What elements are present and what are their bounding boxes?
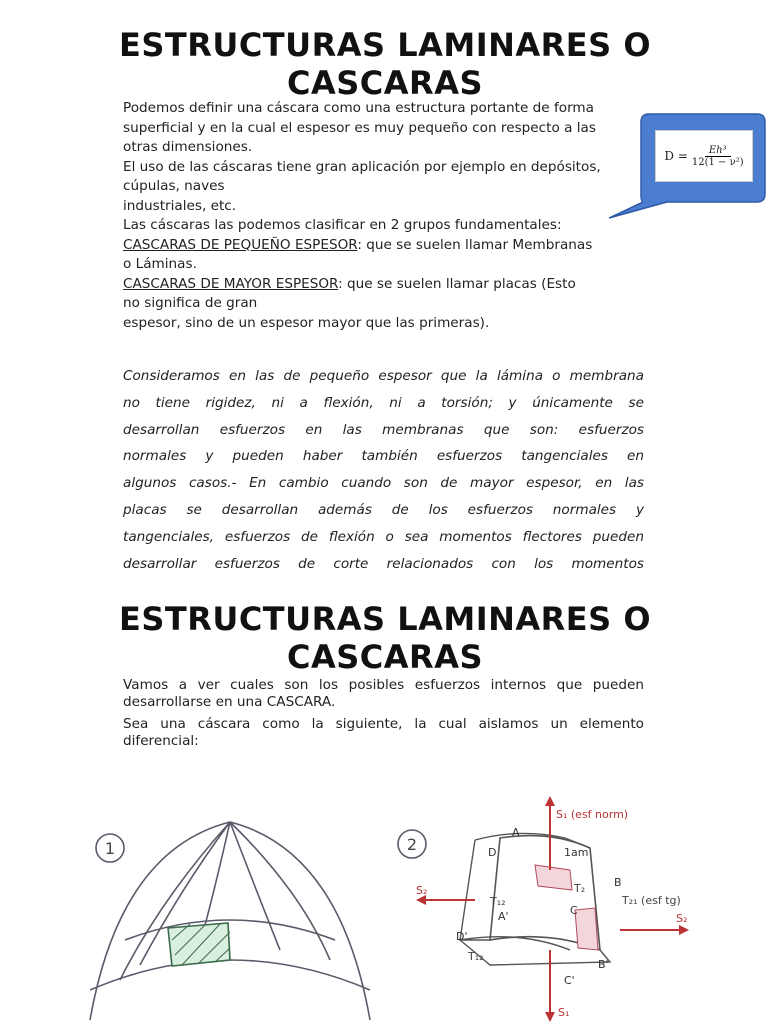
slide2-title: [80, 600, 690, 676]
plate-rigidity-formula: [655, 130, 753, 182]
intro-line-3: otras dimensiones.: [123, 139, 253, 155]
slide1-title: [80, 26, 690, 102]
slide1-italic-paragraph: [123, 363, 644, 577]
dome-outline: [90, 822, 370, 1020]
intro-line-4: El uso de las cáscaras tiene gran aplicación por ejemplo en depósitos,: [123, 158, 601, 175]
italic-line-7: tangenciales, esfuerzos de flexión o sea momentos flectores pueden: [123, 528, 644, 545]
italic-line-5: algunos casos.- En cambio cuando son de mayor espesor, en las: [123, 475, 644, 492]
italic-line-2: no tiene rigidez, ni a flexión, ni a torsión; y únicamente se: [123, 394, 644, 411]
t2-label: T₂: [574, 882, 586, 895]
slide2-title-line1: ESTRUCTURAS LAMINARES O: [118, 600, 652, 638]
thin-shell-label: CASCARAS DE PEQUEÑO ESPESOR: [123, 236, 358, 253]
thin-shell-rest: : que se suelen llamar Membranas: [357, 236, 593, 253]
c-label: C: [570, 904, 578, 917]
s1b-label: S₁: [558, 1006, 570, 1019]
d-label: D: [488, 846, 497, 859]
t12b-label: T₁₂: [490, 895, 506, 908]
thick-shell-rest: : que se suelen llamar placas (Esto: [338, 275, 576, 292]
italic-line-3: desarrollan esfuerzos en las membranas que son: esfuerzos: [123, 421, 644, 438]
formula-denominator: 12(1 − ν²): [691, 156, 744, 168]
fig1-number: 1: [104, 839, 116, 858]
t21-label: T₂₁ (esf tg): [622, 894, 681, 907]
s2-label: S₂: [416, 884, 428, 897]
thick-shell-line: [123, 275, 643, 295]
slide2-paragraph-2: Sea una cáscara como la siguiente, la cual aislamos un elemento diferencial:: [123, 716, 644, 749]
intro-line-7: Las cáscaras las podemos clasificar en 2 grupos fundamentales:: [123, 217, 562, 233]
formula-fraction: [692, 145, 744, 168]
italic-line-4: normales y pueden haber también esfuerzos tangenciales en: [123, 448, 644, 465]
b-label: B: [614, 876, 622, 889]
thick-shell-line3: espesor, sino de un espesor mayor que las primeras).: [123, 314, 490, 331]
italic-line-6: placas se desarrollan además de los esfuerzos normales y: [123, 501, 644, 518]
formula-lhs: D =: [664, 149, 688, 163]
thick-shell-line2: no significa de gran: [123, 295, 258, 311]
t12-label: T₁₂: [468, 950, 484, 963]
s2b-label: S₂: [676, 912, 688, 925]
fig2-number: 2: [406, 835, 418, 854]
italic-line-8: desarrollar esfuerzos de corte relacionados con los momentos: [123, 555, 644, 572]
a-label: A: [512, 826, 520, 839]
shell-figures: [80, 790, 710, 1024]
thin-shell-line2: o Láminas.: [123, 256, 197, 272]
intro-line-5: cúpulas, naves: [123, 178, 225, 194]
thick-shell-label: CASCARAS DE MAYOR ESPESOR: [123, 275, 339, 292]
slide2-title-line2: CASCARAS: [287, 638, 483, 676]
dome-element-hatched: [168, 923, 230, 966]
slide1-intro: [123, 99, 643, 333]
slide1-title-line1: ESTRUCTURAS LAMINARES O: [118, 26, 652, 64]
intro-line-6: industriales, etc.: [123, 197, 237, 214]
dome-parallel: [125, 920, 335, 940]
lam-label: 1am: [564, 846, 589, 859]
intro-line-2: superficial y en la cual el espesor es muy pequeño con respecto a las: [123, 119, 596, 136]
italic-line-1: Consideramos en las de pequeño espesor que la lámina o membrana: [123, 368, 644, 384]
s1-label: S₁ (esf norm): [556, 808, 629, 821]
dp-label: D': [456, 930, 468, 943]
dome-base-ellipse: [90, 960, 370, 990]
formula-numerator: Eh³: [705, 145, 731, 157]
dome-meridian-3: [230, 822, 280, 950]
element-hatch-side: [575, 908, 598, 950]
cp-label: C': [564, 974, 575, 987]
element-figure: [398, 796, 689, 1022]
slide1-title-line2: CASCARAS: [287, 64, 483, 102]
ap-label: A': [498, 910, 509, 923]
slide2-paragraph-1: Vamos a ver cuales son los posibles esfuerzos internos que pueden desarrollarse en una CASCARA.: [123, 677, 644, 710]
dome-meridian-4: [230, 822, 330, 960]
thin-shell-line: [123, 236, 643, 256]
element-hatch-top: [535, 865, 572, 890]
dome-figure: [90, 822, 370, 1020]
intro-line-1: Podemos definir una cáscara como una estructura portante de forma: [123, 100, 595, 116]
bp-label: B': [598, 958, 609, 971]
